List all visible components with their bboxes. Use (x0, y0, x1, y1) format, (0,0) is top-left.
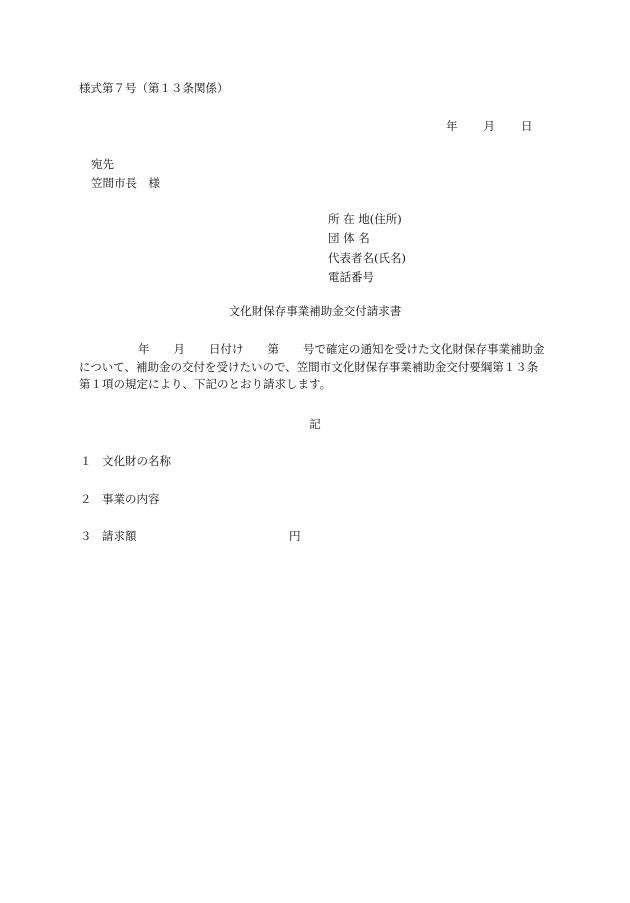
item-requested-amount (80, 529, 137, 543)
body-dated-label: 日付け (209, 342, 244, 356)
body-number-prefix: 第 (267, 342, 279, 356)
applicant-representative-label: 代表者名(氏名) (328, 250, 406, 265)
body-line-2: について、補助金の交付を受けたいので、笠間市文化財保存事業補助金交付要綱第１３条 (79, 359, 539, 374)
body-line-1 (79, 341, 559, 359)
date-year-label: 年 (446, 119, 458, 133)
date-month-label: 月 (483, 119, 495, 133)
item-number: ２ (80, 492, 92, 506)
item-number: １ (80, 454, 92, 468)
record-mark: 記 (309, 417, 321, 431)
body-line-3: 第１項の規定により、下記のとおり請求します。 (79, 377, 332, 391)
date-day-label: 日 (521, 119, 533, 133)
item-label: 事業の内容 (102, 492, 160, 506)
form-number: 様式第７号（第１３条関係） (79, 81, 229, 95)
applicant-address-label: 所 在 地(住所) (328, 212, 402, 226)
body-month-label: 月 (173, 342, 185, 356)
document-title: 文化財保存事業補助金交付請求書 (228, 304, 402, 318)
recipient-name: 笠間市長 様 (91, 176, 160, 190)
item-number: ３ (80, 529, 92, 543)
applicant-organization-label: 団 体 名 (328, 231, 370, 246)
body-year-label: 年 (138, 342, 150, 356)
amount-unit: 円 (289, 529, 301, 543)
date-line (446, 119, 533, 133)
recipient-label: 宛先 (91, 157, 114, 171)
item-label: 文化財の名称 (102, 454, 171, 468)
item-label: 請求額 (102, 529, 137, 543)
applicant-block (328, 212, 406, 289)
item-cultural-property-name (80, 454, 171, 468)
applicant-phone-label: 電話番号 (328, 269, 374, 284)
item-project-content (80, 492, 160, 506)
body-line-1-rest: 号で確定の通知を受けた文化財保存事業補助金 (303, 342, 545, 356)
body-paragraph (79, 341, 559, 394)
